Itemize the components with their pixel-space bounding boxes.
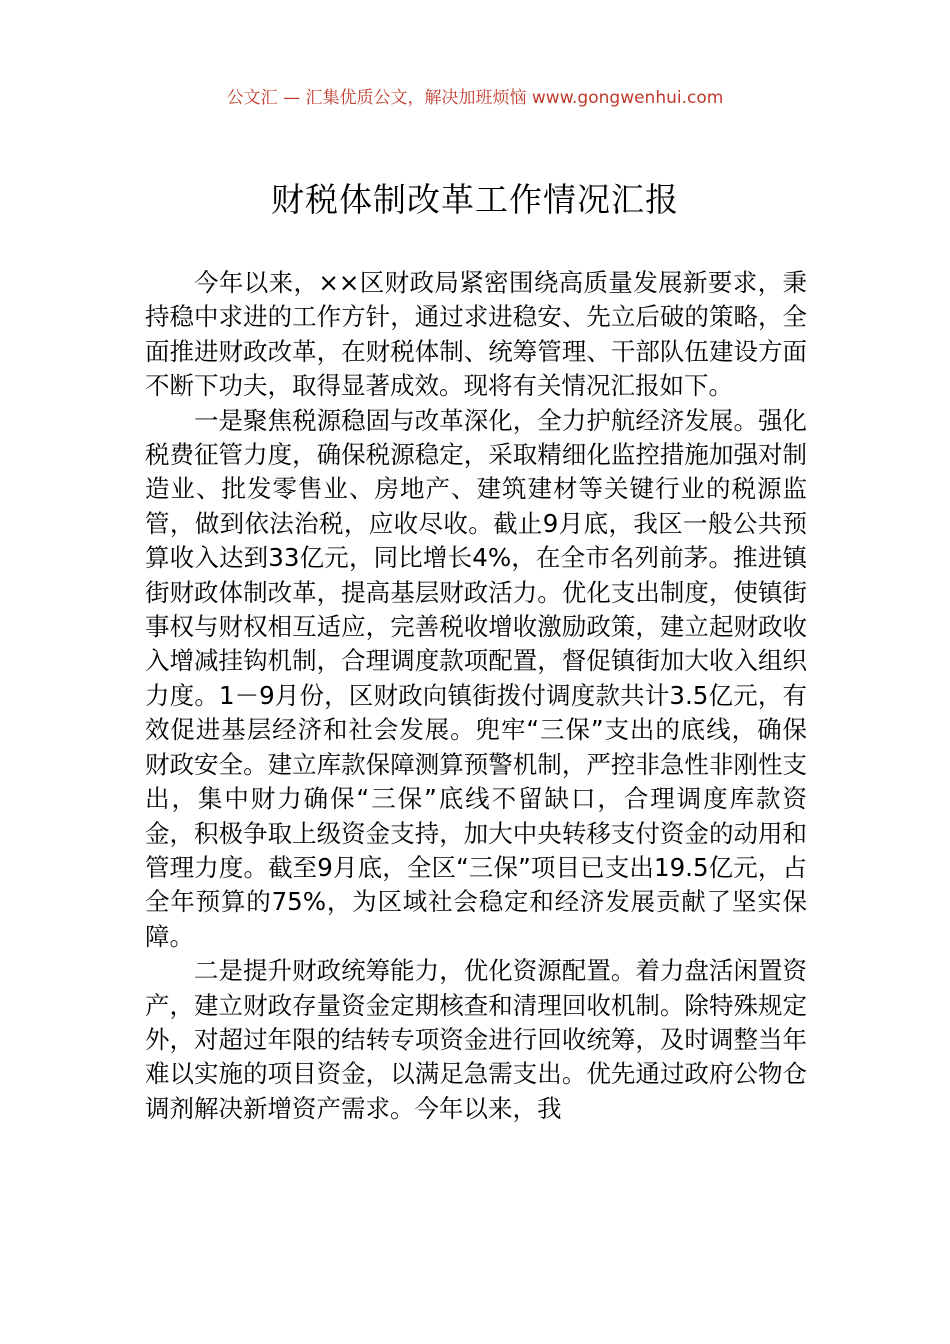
paragraph-section-one: 一是聚焦税源稳固与改革深化，全力护航经济发展。强化税费征管力度，确保税源稳定，采取精细化监控措施加强对制造业、批发零售业、房地产、建筑建材等关键行业的税源监管，做到依法治税，应收尽收。截止9月底，我区一般公共预算收入达到33亿元，同比增长4%，在全市名列前茅。推进镇街财政体制改革，提高基层财政活力。优化支出制度，使镇街事权与财权相互适应，完善税收增收激励政策，建立起财政收入增减挂钩机制，合理调度款项配置，督促镇街加大收入组织力度。1－9月份，区财政向镇街拨付调度款共计3.5亿元，有效促进基层经济和社会发展。兜牢“三保”支出的底线，确保财政安全。建立库款保障测算预警机制，严控非急性非刚性支出，集中财力确保“三保”底线不留缺口，合理调度库款资金，积极争取上级资金支持，加大中央转移支付资金的动用和管理力度。截至9月底，全区“三保”项目已支出19.5亿元，占全年预算的75%，为区域社会稳定和经济发展贡献了坚实保障。 bbox=[145, 405, 807, 951]
document-body bbox=[145, 266, 807, 1126]
document-title: 财税体制改革工作情况汇报 bbox=[271, 180, 679, 219]
paragraph-intro: 今年以来，××区财政局紧密围绕高质量发展新要求，秉持稳中求进的工作方针，通过求进稳安、先立后破的策略，全面推进财政改革，在财税体制、统筹管理、干部队伍建设方面不断下功夫，取得显著成效。现将有关情况汇报如下。 bbox=[145, 268, 807, 401]
header-tagline: 公文汇 — 汇集优质公文，解决加班烦恼 www.gongwenhui.com bbox=[226, 88, 724, 108]
paragraph-section-two: 二是提升财政统筹能力，优化资源配置。着力盘活闲置资产，建立财政存量资金定期核查和清理回收机制。除特殊规定外，对超过年限的结转专项资金进行回收统筹，及时调整当年难以实施的项目资金，以满足急需支出。优先通过政府公物仓调剂解决新增资产需求。今年以来，我 bbox=[145, 956, 807, 1123]
